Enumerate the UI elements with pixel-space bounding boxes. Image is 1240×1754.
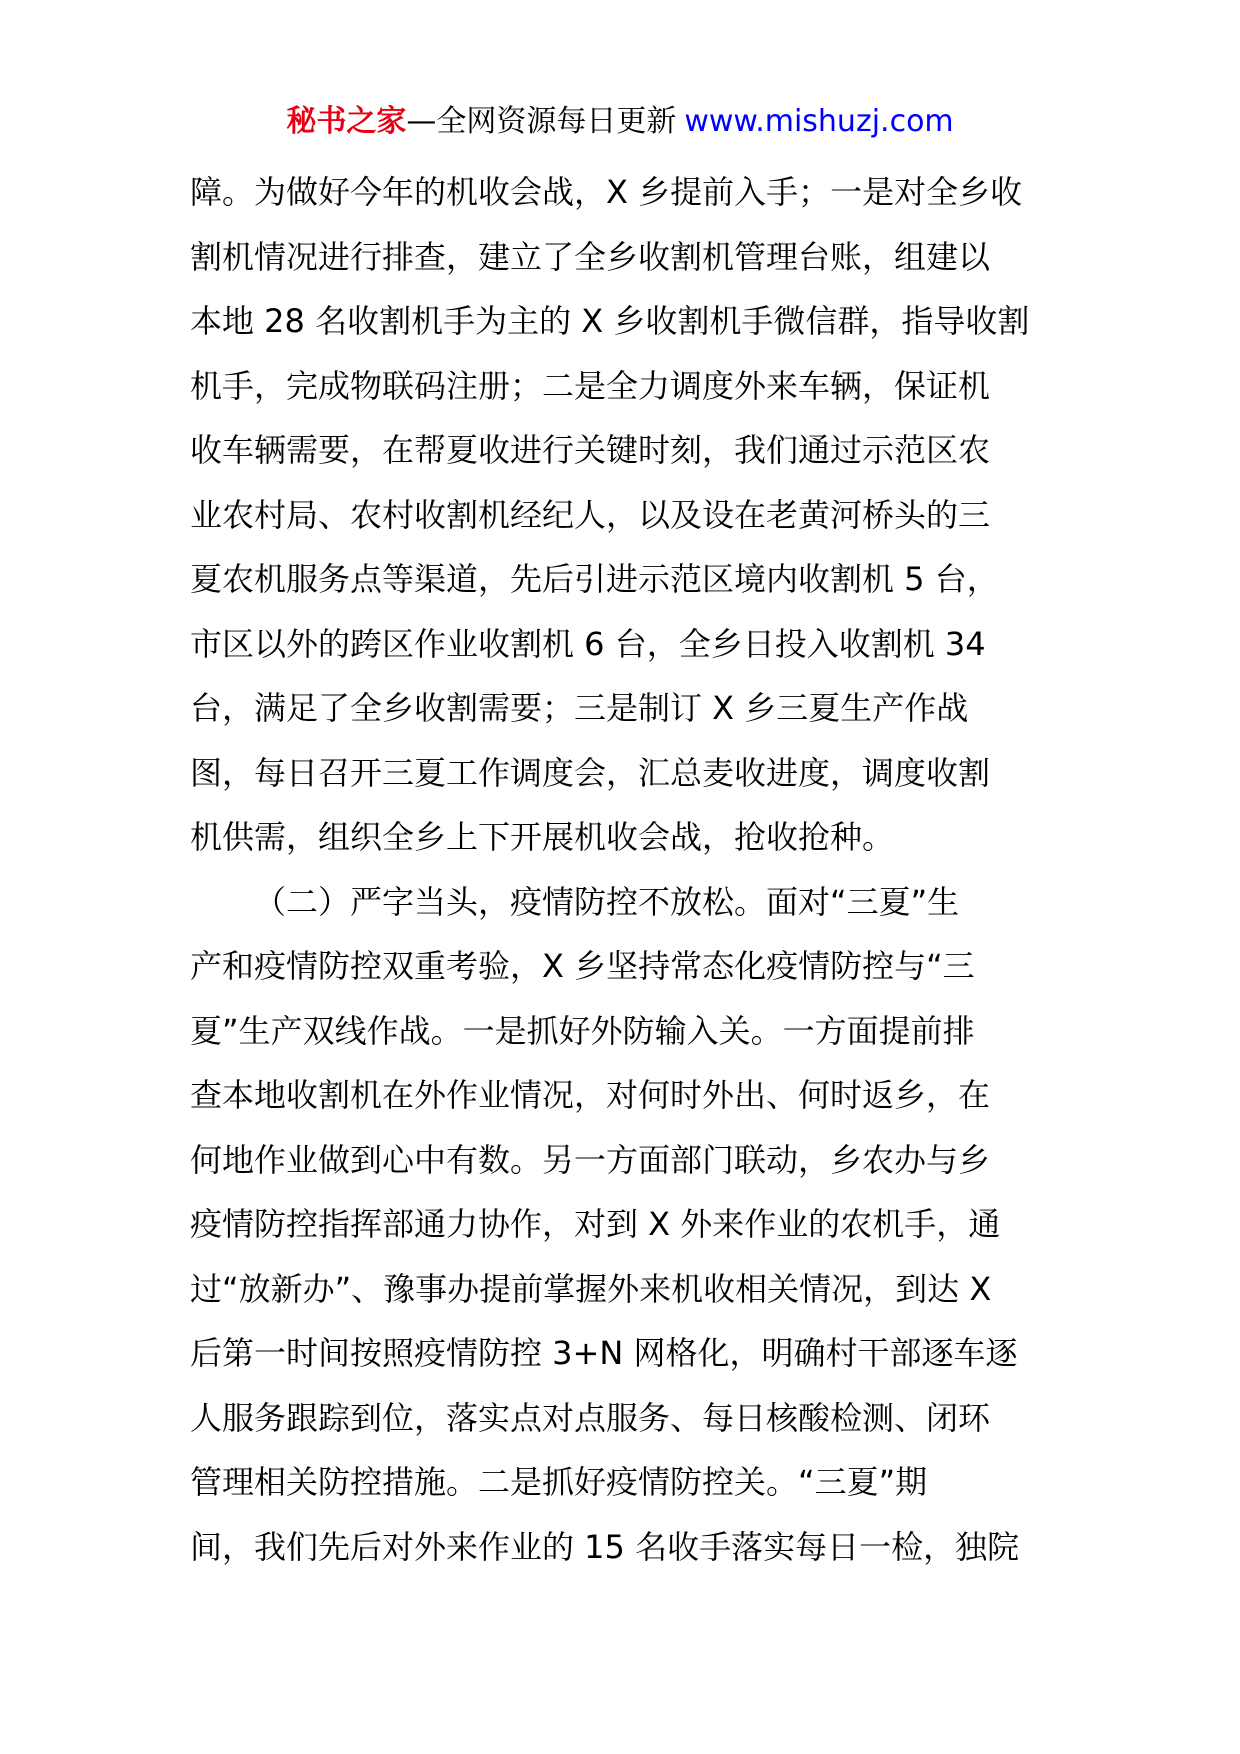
text-line: 障。为做好今年的机收会战，X 乡提前入手；一是对全乡收 (190, 173, 1023, 211)
paragraph-1 (190, 160, 1058, 870)
text-line: 管理相关防控措施。二是抓好疫情防控关。“三夏”期 (190, 1463, 928, 1501)
text-line: 台，满足了全乡收割需要；三是制订 X 乡三夏生产作战 (190, 689, 969, 727)
text-line: 疫情防控指挥部通力协作，对到 X 外来作业的农机手，通 (190, 1205, 1001, 1243)
document-body (190, 160, 1058, 1579)
text-line: 夏”生产双线作战。一是抓好外防输入关。一方面提前排 (190, 1011, 975, 1050)
text-line: 夏农机服务点等渠道，先后引进示范区境内收割机 5 台， (190, 560, 999, 598)
text-line: 间，我们先后对外来作业的 15 名收手落实每日一检，独院 (190, 1527, 1020, 1566)
text-line: 查本地收割机在外作业情况，对何时外出、何时返乡，在 (190, 1076, 991, 1114)
text-line: 本地 28 名收割机手为主的 X 乡收割机手微信群，指导收割 (190, 302, 1030, 340)
text-line: 后第一时间按照疫情防控 3+N 网格化，明确村干部逐车逐 (190, 1334, 1018, 1372)
page-header (0, 100, 1240, 144)
text-line: 产和疫情防控双重考验，X 乡坚持常态化疫情防控与“三 (190, 947, 975, 985)
site-url-link[interactable]: www.mishuzj.com (684, 104, 954, 139)
text-line: 过“放新办”、豫事办提前掌握外来机收相关情况，到达 X (190, 1269, 992, 1308)
text-line-indented (190, 870, 1058, 935)
text-line: 人服务跟踪到位，落实点对点服务、每日核酸检测、闭环 (190, 1398, 991, 1437)
text-line: 市区以外的跨区作业收割机 6 台，全乡日投入收割机 34 (190, 624, 986, 663)
brand-name: 秘书之家 (286, 104, 407, 139)
text-line: 机供需，组织全乡上下开展机收会战，抢收抢种。 (190, 818, 895, 856)
text-line: 何地作业做到心中有数。另一方面部门联动，乡农办与乡 (190, 1140, 991, 1179)
header-tagline: —全网资源每日更新 (406, 104, 677, 139)
text-line-content: （二）严字当头，疫情防控不放松。面对“三夏”生 (254, 882, 960, 921)
text-line: 业农村局、农村收割机经纪人，以及设在老黄河桥头的三 (190, 495, 991, 534)
text-line: 图，每日召开三夏工作调度会，汇总麦收进度，调度收割 (190, 753, 991, 792)
paragraph-2 (190, 870, 1058, 1580)
text-line: 机手，完成物联码注册；二是全力调度外来车辆，保证机 (190, 366, 991, 405)
text-line: 收车辆需要，在帮夏收进行关键时刻，我们通过示范区农 (190, 431, 991, 469)
text-line: 割机情况进行排查，建立了全乡收割机管理台账，组建以 (190, 237, 991, 276)
